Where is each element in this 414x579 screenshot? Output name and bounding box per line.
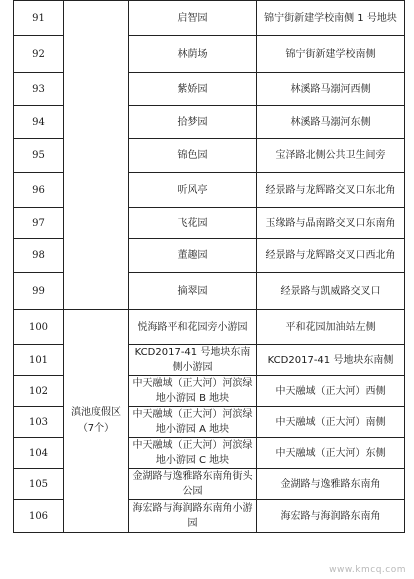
row-number: 95 xyxy=(14,139,64,173)
district-name: 滇池度假区 xyxy=(71,407,121,418)
park-location: 林溪路马溺河西侧 xyxy=(257,73,405,106)
park-location: 金湖路与逸雅路东南角 xyxy=(257,469,405,500)
park-name: KCD2017-41 号地块东南侧小游园 xyxy=(129,345,257,376)
row-number: 103 xyxy=(14,407,64,438)
row-number: 97 xyxy=(14,208,64,239)
row-number: 102 xyxy=(14,376,64,407)
row-number: 91 xyxy=(14,1,64,36)
row-number: 96 xyxy=(14,173,64,208)
row-number: 100 xyxy=(14,310,64,345)
park-name: 摘翠园 xyxy=(129,273,257,310)
park-location: KCD2017-41 号地块东南侧 xyxy=(257,345,405,376)
row-number: 99 xyxy=(14,273,64,310)
park-location: 经景路与龙辉路交叉口东北角 xyxy=(257,173,405,208)
park-name: 金湖路与逸雅路东南角街头公园 xyxy=(129,469,257,500)
park-name: 董趣园 xyxy=(129,239,257,273)
park-location: 中天融域（正大河）南侧 xyxy=(257,407,405,438)
parks-table xyxy=(13,0,405,533)
row-number: 104 xyxy=(14,438,64,469)
row-number: 92 xyxy=(14,36,64,73)
park-name: 海宏路与海润路东南角小游园 xyxy=(129,500,257,533)
row-number: 93 xyxy=(14,73,64,106)
park-location: 海宏路与海润路东南角 xyxy=(257,500,405,533)
table-row xyxy=(14,1,405,36)
park-location: 林溪路马溺河东侧 xyxy=(257,106,405,139)
row-number: 98 xyxy=(14,239,64,273)
row-number: 105 xyxy=(14,469,64,500)
park-name: 悦海路平和花园旁小游园 xyxy=(129,310,257,345)
park-location: 经景路与凯威路交叉口 xyxy=(257,273,405,310)
district-cell xyxy=(64,310,129,533)
park-name: 飞花园 xyxy=(129,208,257,239)
park-name: 启智园 xyxy=(129,1,257,36)
park-location: 中天融域（正大河）东侧 xyxy=(257,438,405,469)
park-name: 紫娇园 xyxy=(129,73,257,106)
row-number: 101 xyxy=(14,345,64,376)
park-location: 平和花园加油站左侧 xyxy=(257,310,405,345)
park-location: 中天融域（正大河）西侧 xyxy=(257,376,405,407)
park-name: 中天融域（正大河）河滨绿地小游园 B 地块 xyxy=(129,376,257,407)
park-name: 中天融域（正大河）河滨绿地小游园 A 地块 xyxy=(129,407,257,438)
park-location: 玉缘路与晶南路交叉口东南角 xyxy=(257,208,405,239)
watermark: www.kmcq.com xyxy=(329,565,406,575)
park-location: 锦宁街新建学校南侧 1 号地块 xyxy=(257,1,405,36)
row-number: 94 xyxy=(14,106,64,139)
park-name: 中天融域（正大河）河滨绿地小游园 C 地块 xyxy=(129,438,257,469)
park-name: 拾梦园 xyxy=(129,106,257,139)
park-location: 经景路与龙辉路交叉口西北角 xyxy=(257,239,405,273)
park-name: 听风亭 xyxy=(129,173,257,208)
park-location: 锦宁街新建学校南侧 xyxy=(257,36,405,73)
district-cell-empty xyxy=(64,1,129,310)
park-name: 锦色园 xyxy=(129,139,257,173)
park-location: 宝泽路北侧公共卫生间旁 xyxy=(257,139,405,173)
table-row xyxy=(14,310,405,345)
row-number: 106 xyxy=(14,500,64,533)
district-count: （7个） xyxy=(77,423,115,434)
park-name: 林荫场 xyxy=(129,36,257,73)
